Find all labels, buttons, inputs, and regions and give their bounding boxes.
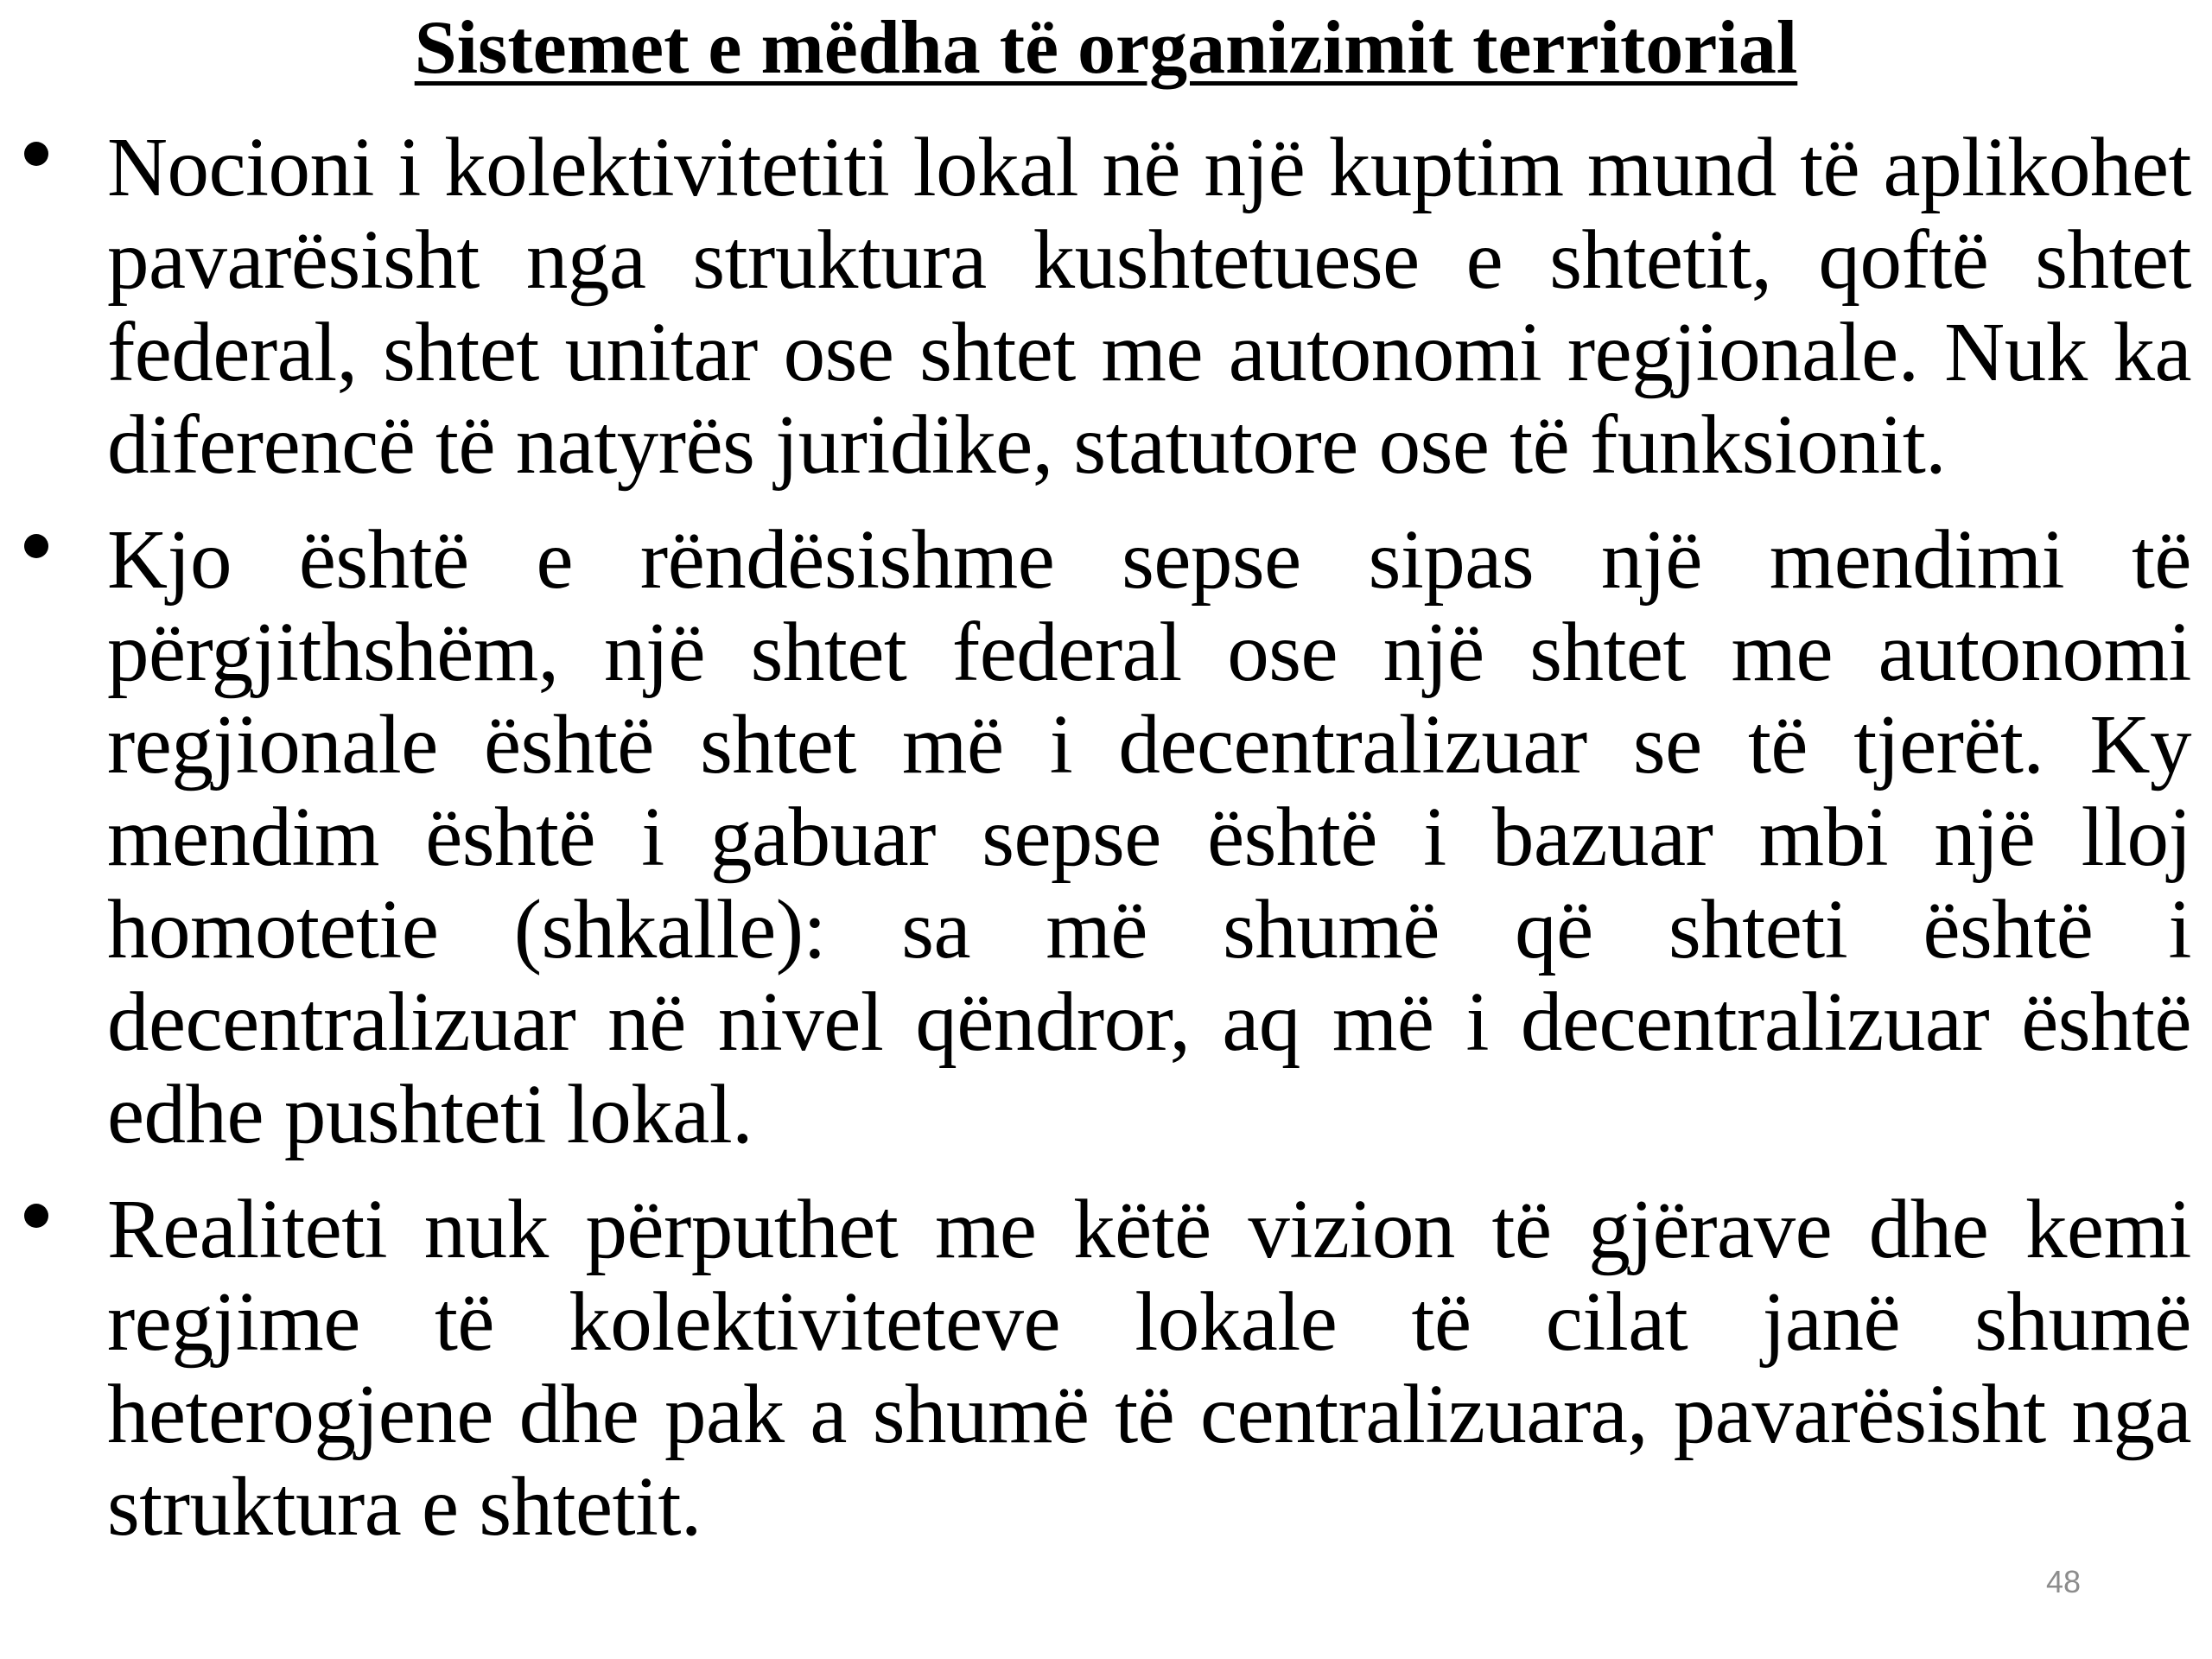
bullet-item — [0, 121, 2212, 491]
bullet-text: Realiteti nuk përputhet me këtë vizion të gjërave dhe kemi regjime të kolektiviteteve lokale të cilat janë shumë heterogjene dhe pak a shumë të centralizuara, pavarësisht nga struktura e shtetit. — [107, 1183, 2191, 1553]
bullet-item — [0, 1183, 2212, 1553]
page-number: 48 — [2045, 1564, 2081, 1599]
slide-title: Sistemet e mëdha të organizimit territorial — [414, 6, 1798, 90]
bullet-item — [0, 513, 2212, 1160]
bullet-text: Nocioni i kolektivitetiti lokal në një kuptim mund të aplikohet pavarësisht nga struktura kushtetuese e shtetit, qoftë shtet federal, shtet unitar ose shtet me autonomi regjionale. Nuk ka diferencë të natyrës juridike, statutore ose të funksionit. — [107, 121, 2191, 491]
bullet-text: Kjo është e rëndësishme sepse sipas një mendimi të përgjithshëm, një shtet federal ose një shtet me autonomi regjionale është shtet më i decentralizuar se të tjerët. Ky mendim është i gabuar sepse është i bazuar mbi një lloj homotetie (shkalle): sa më shumë që shteti është i decentralizuar në nivel qëndror, aq më i decentralizuar është edhe pushteti lokal. — [107, 513, 2191, 1160]
bullet-dot-icon — [24, 534, 48, 558]
bullet-list — [0, 121, 2212, 1575]
bullet-dot-icon — [24, 142, 48, 166]
bullet-dot-icon — [24, 1204, 48, 1228]
